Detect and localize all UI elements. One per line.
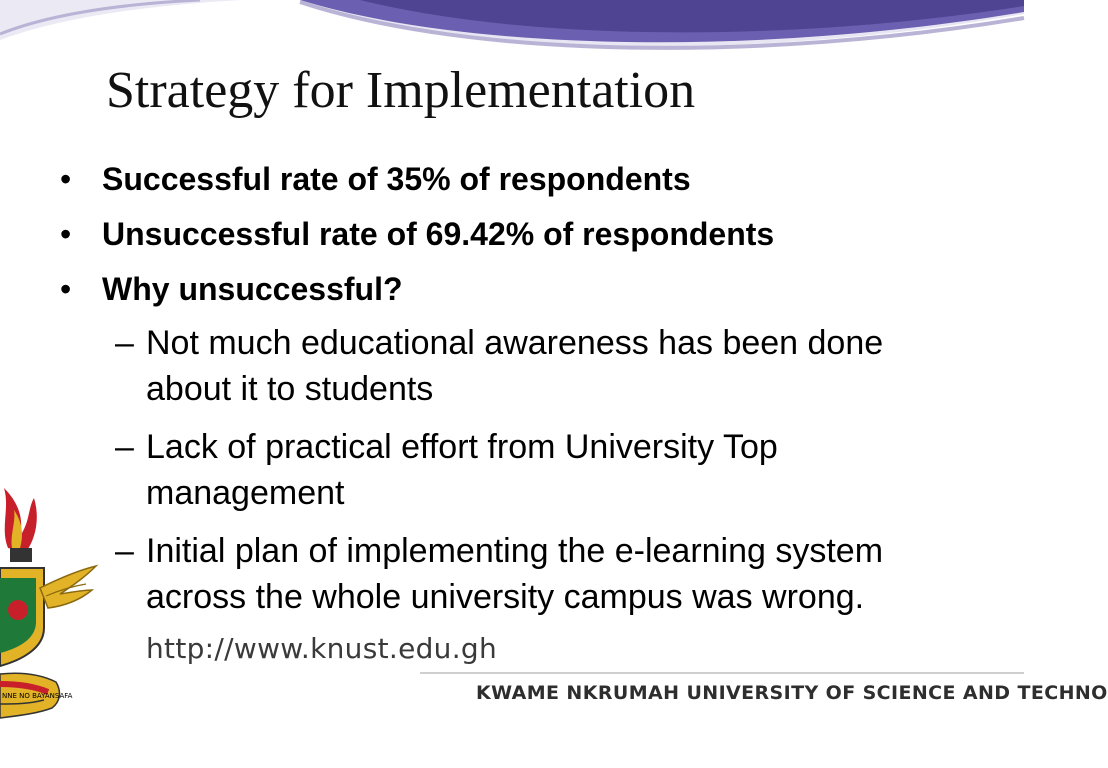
slide-title: Strategy for Implementation (106, 62, 696, 119)
bullet-item (60, 160, 940, 198)
sub-point-text: Lack of practical effort from University Top management (146, 428, 778, 512)
sub-marker: – (115, 428, 134, 466)
bullet-item (60, 270, 940, 308)
bullet-marker: • (60, 216, 72, 252)
footer-url: http://www.knust.edu.gh (146, 632, 498, 665)
bullet-marker: • (60, 161, 72, 197)
sub-point (60, 320, 940, 412)
bullet-marker: • (60, 271, 72, 307)
slide-content (60, 160, 940, 632)
university-crest-logo (0, 478, 100, 738)
sub-point-text: Initial plan of implementing the e-learning system across the whole university campus was wrong. (146, 532, 884, 616)
sub-point-text: Not much educational awareness has been done about it to students (146, 324, 884, 408)
logo-motto: NNE NO BAYANSAFA (2, 692, 73, 700)
sub-point (60, 528, 940, 620)
bullet-text: Successful rate of 35% of respondents (102, 161, 691, 197)
sub-point (60, 424, 940, 516)
university-name: KWAME NKRUMAH UNIVERSITY OF SCIENCE AND TECHNO (476, 682, 1108, 704)
sub-marker: – (115, 532, 134, 570)
bullet-item (60, 215, 940, 253)
bullet-text: Unsuccessful rate of 69.42% of respondents (102, 216, 775, 252)
sub-marker: – (115, 324, 134, 362)
footer-divider (420, 672, 1024, 674)
bullet-text: Why unsuccessful? (102, 271, 403, 307)
